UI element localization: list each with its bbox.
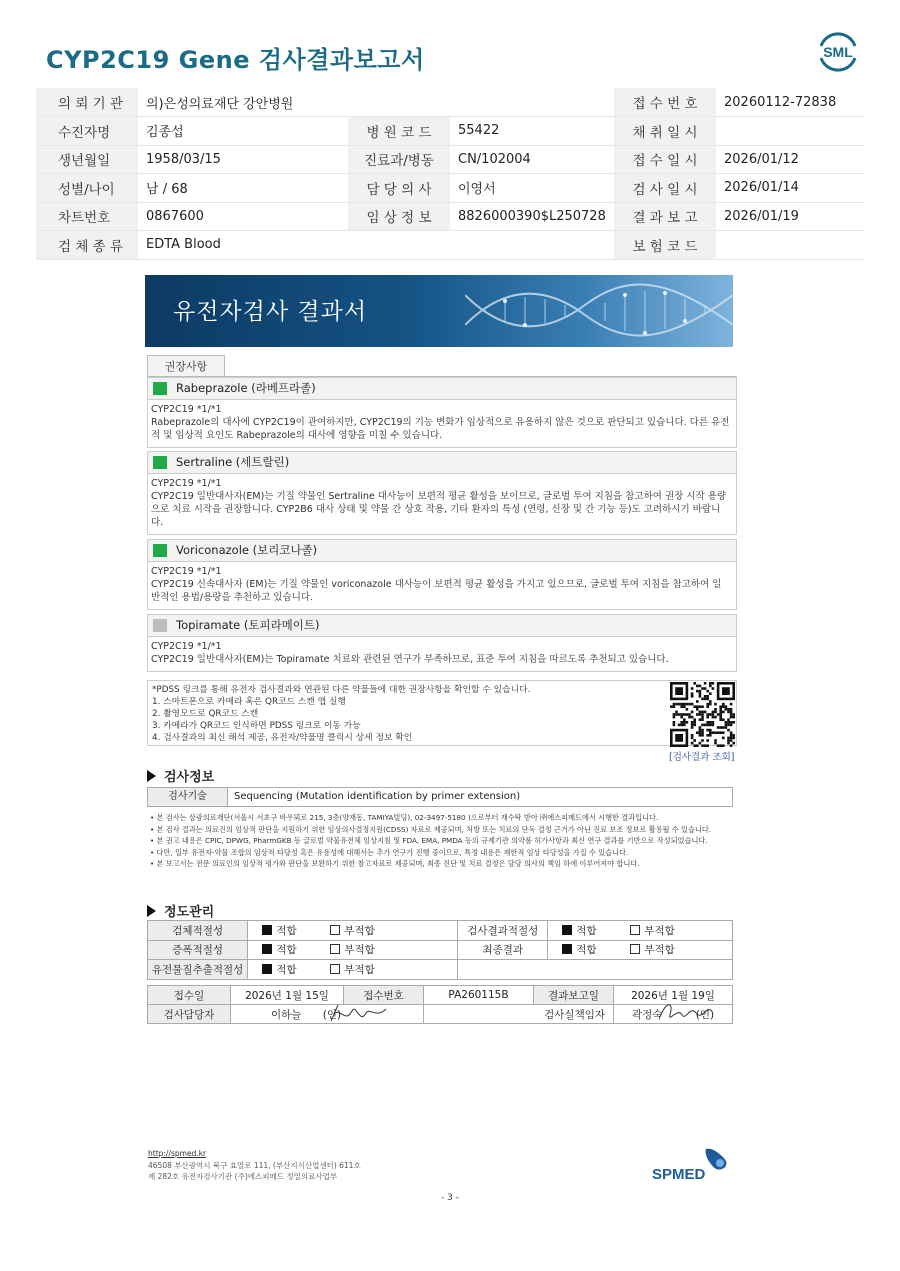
checked-box-icon (562, 925, 572, 935)
drug-body (148, 400, 736, 447)
info-label (348, 88, 450, 117)
report-title: CYP2C19 Gene 검사결과보고서 (46, 46, 425, 74)
result-lookup-link[interactable]: [검사결과 조회] (669, 752, 735, 763)
drug-recommendation: CYP2C19 일반대사자(EM)는 Topiramate 치료와 관련된 연구가 부족하므로, 표준 투여 지침을 따르도록 추천되고 있습니다. (151, 654, 669, 665)
checked-box-icon (262, 925, 272, 935)
pass-label: 적합 (576, 924, 597, 937)
info-value: 2026/01/12 (716, 145, 864, 174)
drug-panel (147, 539, 737, 610)
drug-body (148, 637, 736, 671)
info-value (450, 231, 614, 260)
fail-option (330, 942, 398, 957)
test-notes (150, 812, 732, 870)
pass-option (262, 942, 330, 957)
chief-signature (656, 997, 716, 1027)
info-value: 55422 (450, 117, 614, 146)
info-label: 진료과/병동 (348, 145, 450, 174)
info-value (450, 88, 614, 117)
fail-option (630, 923, 698, 938)
unchecked-box-icon (630, 944, 640, 954)
pass-label: 적합 (276, 963, 297, 976)
pass-option (262, 923, 330, 938)
qr-instruction-line: 3. 카메라가 QR코드 인식하면 PDSS 링크로 이동 가능 (152, 721, 361, 731)
drug-recommendation: Rabeprazole의 대사에 CYP2C19이 관여하지만, CYP2C19의 기능 변화가 임상적으로 유용하지 않은 것으로 판단되고 있습니다. 다른 유전적 및 임상적 요인도 Rabeprazole의 대사에 영향을 미칠 수 있습니다. (151, 417, 730, 441)
report-date: 2026년 1월 19일 (614, 986, 733, 1005)
recv-no: PA260115B (424, 986, 534, 1005)
footer-url[interactable]: http://spmed.kr (148, 1149, 207, 1158)
test-note: • 본 검사 결과는 의료진의 임상적 판단을 지원하기 위한 임상의사결정지원(CDSS) 자료로 제공되며, 처방 또는 치료의 단독 결정 근거가 아닌 진료 보조 정보로 활용될 수 있습니다. (150, 824, 712, 834)
patient-info-row (36, 145, 864, 174)
unchecked-box-icon (330, 944, 340, 954)
info-value: 2026/01/14 (716, 174, 864, 203)
drug-recommendation: CYP2C19 신속대사자 (EM)는 기질 약물인 voriconazole 대사능이 보편적 평균 활성을 가지고 있으므로, 글로벌 투여 지침을 참고하여 일반적인 용법/용량을 추천하고 있습니다. (151, 579, 722, 603)
info-label: 접 수 일 시 (614, 145, 716, 174)
fail-label: 부적합 (344, 944, 375, 957)
qr-instruction-line: 2. 촬영모드로 QR코드 스캔 (152, 709, 259, 719)
status-square-icon (153, 619, 167, 632)
triangle-bullet-icon (147, 770, 156, 782)
triangle-bullet-icon (147, 905, 156, 917)
spmed-logo (650, 1145, 732, 1189)
info-label: 채 취 일 시 (614, 117, 716, 146)
patient-info-row (36, 202, 864, 231)
banner (145, 275, 733, 347)
fail-option (330, 923, 398, 938)
status-square-icon (153, 456, 167, 469)
info-label: 수진자명 (36, 117, 138, 146)
drug-name: Rabeprazole (라베프라졸) (176, 381, 316, 395)
unchecked-box-icon (330, 925, 340, 935)
test-info-heading (147, 766, 214, 785)
fail-label: 부적합 (344, 924, 375, 937)
pass-label: 적합 (276, 944, 297, 957)
test-note: • 본 보고서는 전문 의료인의 임상적 평가와 판단을 보완하기 위한 참고자료로 제공되며, 최종 진단 및 치료 결정은 담당 의사의 책임 하에 이루어져야 합니다. (150, 859, 640, 869)
drug-header (148, 452, 736, 474)
pass-label: 적합 (576, 944, 597, 957)
drug-body (148, 562, 736, 609)
info-value (716, 117, 864, 146)
qc-row (148, 940, 733, 960)
chief-cell (614, 1005, 733, 1024)
info-value: 20260112-72838 (716, 88, 864, 117)
status-square-icon (153, 382, 167, 395)
test-note: • 다만, 일부 유전자-약물 조합의 임상적 타당성 혹은 유용성에 대해서는 추가 연구가 진행 중이므로, 특정 내용은 제한적 임상 타당성을 가질 수 있습니다. (150, 847, 629, 857)
info-label: 담 당 의 사 (348, 174, 450, 203)
chief-name: 곽정숙 (631, 1008, 663, 1021)
drug-name: Voriconazole (보리코나졸) (176, 543, 318, 557)
page-number: - 3 - (441, 1193, 459, 1203)
info-label (348, 231, 450, 260)
chief-label: 검사실책임자 (424, 1005, 614, 1024)
drug-header (148, 378, 736, 400)
info-label: 성별/나이 (36, 174, 138, 203)
qc-value (548, 940, 733, 960)
footer (148, 1148, 361, 1183)
qc-row (148, 921, 733, 941)
test-info-heading-text: 검사정보 (164, 770, 215, 785)
qc-value (248, 940, 458, 960)
test-note: • 본 검사는 삼광의료재단(서울시 서초구 바우뫼로 215, 3층(양재동, TAMIYA빌딩), 02-3497-5180 )으로부터 재수탁 받아 ㈜에스피메드에서 시행한 결과입니다. (150, 813, 659, 822)
drug-genotype: CYP2C19 *1/*1 (151, 404, 222, 415)
tech-seal: (인) (322, 1008, 342, 1021)
drug-body (148, 474, 736, 534)
drug-name: Sertraline (세트랄린) (176, 455, 290, 469)
sml-logo-text: SML (823, 44, 853, 60)
qc-table (147, 920, 733, 980)
tab-recommendations: 권장사항 (147, 355, 225, 377)
drug-header (148, 615, 736, 637)
pass-option (262, 962, 330, 977)
unchecked-box-icon (630, 925, 640, 935)
sml-logo (815, 32, 861, 72)
qr-instruction-line: 1. 스마트폰으로 카메라 혹은 QR코드 스캔 앱 실행 (152, 697, 346, 707)
qc-value (548, 921, 733, 941)
qc-label: 검체적절성 (148, 921, 248, 941)
qc-label: 검사결과적절성 (458, 921, 548, 941)
footer-address: 46508 부산광역시 북구 효열로 111, (부산지식산업센터) 611호 (148, 1160, 361, 1170)
info-label: 병 원 코 드 (348, 117, 450, 146)
footer-registration: 제 282호 유전자검사기관 (주)에스피메드 정밀의료사업부 (148, 1172, 338, 1181)
info-value: 김종섭 (138, 117, 348, 146)
banner-title: 유전자검사 결과서 (173, 299, 368, 325)
info-value: 의)은성의료재단 강안병원 (138, 88, 348, 117)
spmed-logo-text: SPMED (652, 1166, 706, 1183)
qr-instructions (152, 684, 530, 744)
info-value: 남 / 68 (138, 174, 348, 203)
info-label: 접 수 번 호 (614, 88, 716, 117)
fail-label: 부적합 (644, 924, 675, 937)
drug-genotype: CYP2C19 *1/*1 (151, 478, 222, 489)
unchecked-box-icon (330, 964, 340, 974)
checked-box-icon (562, 944, 572, 954)
method-value: Sequencing (Mutation identification by primer extension) (234, 791, 521, 802)
drug-name: Topiramate (토피라메이트) (176, 618, 320, 632)
patient-info-row (36, 88, 864, 117)
fail-option (630, 942, 698, 957)
drug-panel (147, 614, 737, 672)
method-label: 검사기술 (148, 788, 228, 806)
info-label: 의 뢰 기 관 (36, 88, 138, 117)
info-value (716, 231, 864, 260)
tech-label: 검사담당자 (148, 1005, 231, 1024)
patient-info-row (36, 174, 864, 203)
patient-info-row (36, 117, 864, 146)
info-label: 생년월일 (36, 145, 138, 174)
info-label: 차트번호 (36, 202, 138, 231)
info-label: 검 체 종 류 (36, 231, 138, 260)
fail-label: 부적합 (644, 944, 675, 957)
info-value: EDTA Blood (138, 231, 348, 260)
fail-label: 부적합 (344, 963, 375, 976)
dna-helix-icon (465, 275, 733, 347)
recv-date-label: 접수일 (148, 986, 231, 1005)
tech-cell (231, 1005, 424, 1024)
qr-code-icon[interactable] (668, 681, 736, 747)
drug-genotype: CYP2C19 *1/*1 (151, 641, 222, 652)
info-value: 0867600 (138, 202, 348, 231)
info-value: 1958/03/15 (138, 145, 348, 174)
tech-signature (326, 999, 396, 1029)
signature-table (147, 985, 733, 1024)
report-date-label: 결과보고일 (534, 986, 614, 1005)
info-value: 2026/01/19 (716, 202, 864, 231)
info-label: 검 사 일 시 (614, 174, 716, 203)
qc-row (148, 960, 733, 980)
qc-label: 최종결과 (458, 940, 548, 960)
info-value: CN/102004 (450, 145, 614, 174)
recv-date: 2026년 1월 15일 (231, 986, 344, 1005)
chief-seal: (인) (695, 1008, 715, 1021)
pass-option (562, 942, 630, 957)
checked-box-icon (262, 944, 272, 954)
pass-label: 적합 (276, 924, 297, 937)
tech-name: 이하늘 (271, 1008, 302, 1021)
patient-info-table (36, 88, 864, 260)
qc-value (248, 960, 458, 980)
qc-heading-text: 정도관리 (164, 905, 215, 920)
method-row (147, 787, 733, 807)
test-note: • 본 권고 내용은 CPIC, DPWG, PharmGKB 등 글로벌 약물유전체 임상지침 및 FDA, EMA, PMDA 등의 규제기관 의약품 허가사항과 최신 연구 결과를 기반으로 작성되었습니다. (150, 836, 708, 846)
checked-box-icon (262, 964, 272, 974)
patient-info-row (36, 231, 864, 260)
drug-recommendation: CYP2C19 일반대사자(EM)는 기질 약물인 Sertraline 대사능이 보편적 평균 활성을 보이므로, 글로벌 투여 지침을 참고하여 권장 시작 용량으로 치료 시작을 권장합니다. CYP2B6 대사 상태 및 약물 간 상호 작용, 기타 환자의 특성 (연령, 신장 및 간 기능 등)도 고려하시기 바랍니다. (151, 491, 727, 528)
drug-genotype: CYP2C19 *1/*1 (151, 566, 222, 577)
recv-no-label: 접수번호 (344, 986, 424, 1005)
drug-panel (147, 377, 737, 448)
qr-info-box (147, 680, 737, 746)
status-square-icon (153, 544, 167, 557)
qr-instruction-line: *PDSS 링크를 통해 유전자 검사결과와 연관된 다른 약물들에 대한 권장사항을 확인할 수 있습니다. (152, 685, 531, 695)
info-label: 보 험 코 드 (614, 231, 716, 260)
info-label: 결 과 보 고 (614, 202, 716, 231)
drug-panel (147, 451, 737, 535)
qc-heading (147, 901, 214, 920)
qc-empty (458, 960, 733, 980)
fail-option (330, 962, 398, 977)
qc-label: 유전물질추출적절성 (148, 960, 248, 980)
drug-header (148, 540, 736, 562)
qr-instruction-line: 4. 검사결과의 최신 해석 제공, 유전자/약물명 클릭시 상세 정보 확인 (152, 733, 413, 743)
info-label: 임 상 정 보 (348, 202, 450, 231)
pass-option (562, 923, 630, 938)
info-value: 8826000390$L250728 (450, 202, 614, 231)
qc-label: 증폭적절성 (148, 940, 248, 960)
qc-value (248, 921, 458, 941)
info-value: 이영서 (450, 174, 614, 203)
